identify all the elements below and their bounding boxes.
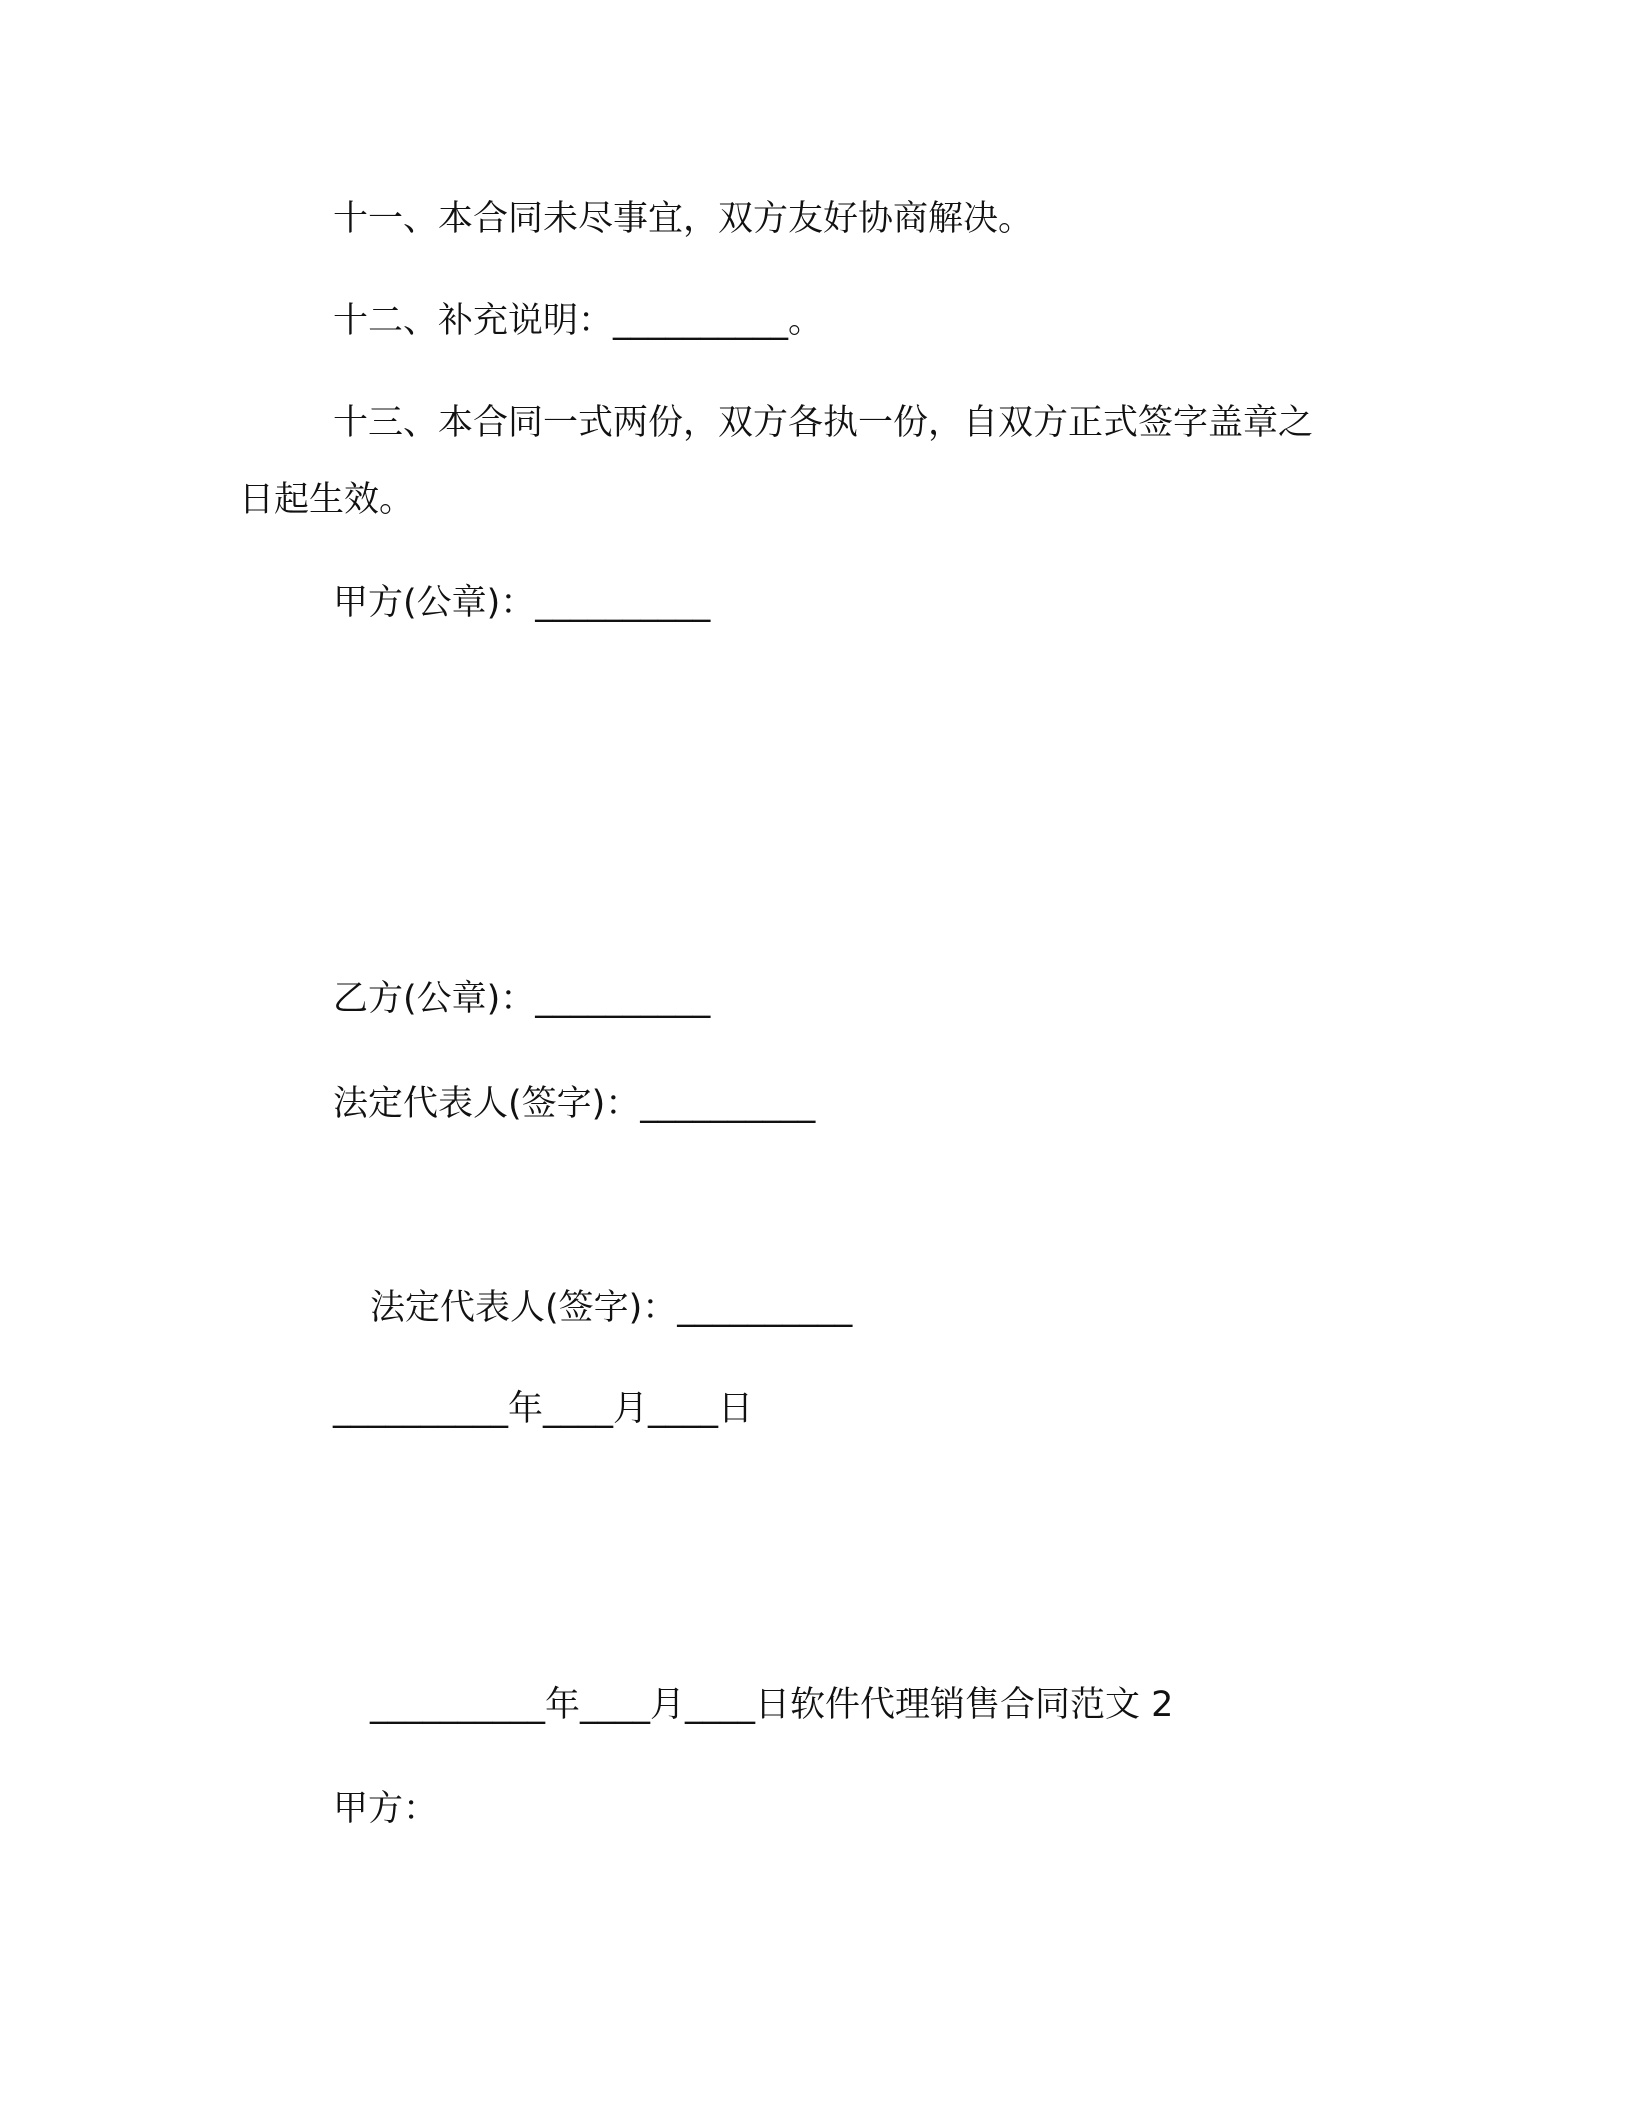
party-b-seal: 乙方(公章)：__________	[333, 979, 711, 1019]
party-a-label-2: 甲方：	[333, 1789, 439, 1829]
party-a-seal: 甲方(公章)：__________	[333, 583, 711, 623]
legal-representative-signature-2: 法定代表人(签字)：__________	[370, 1288, 853, 1328]
clause-13-line-1: 十三、本合同一式两份，双方各执一份，自双方正式签字盖章之	[333, 403, 1314, 443]
date-line-1: __________年____月____日	[333, 1389, 754, 1429]
clause-12: 十二、补充说明：__________。	[333, 301, 824, 341]
clause-13-line-2: 日起生效。	[239, 480, 415, 520]
legal-representative-signature-1: 法定代表人(签字)：__________	[333, 1084, 816, 1124]
clause-11: 十一、本合同未尽事宜，双方友好协商解决。	[333, 199, 1034, 239]
date-and-title-line: __________年____月____日软件代理销售合同范文 2	[370, 1685, 1174, 1725]
